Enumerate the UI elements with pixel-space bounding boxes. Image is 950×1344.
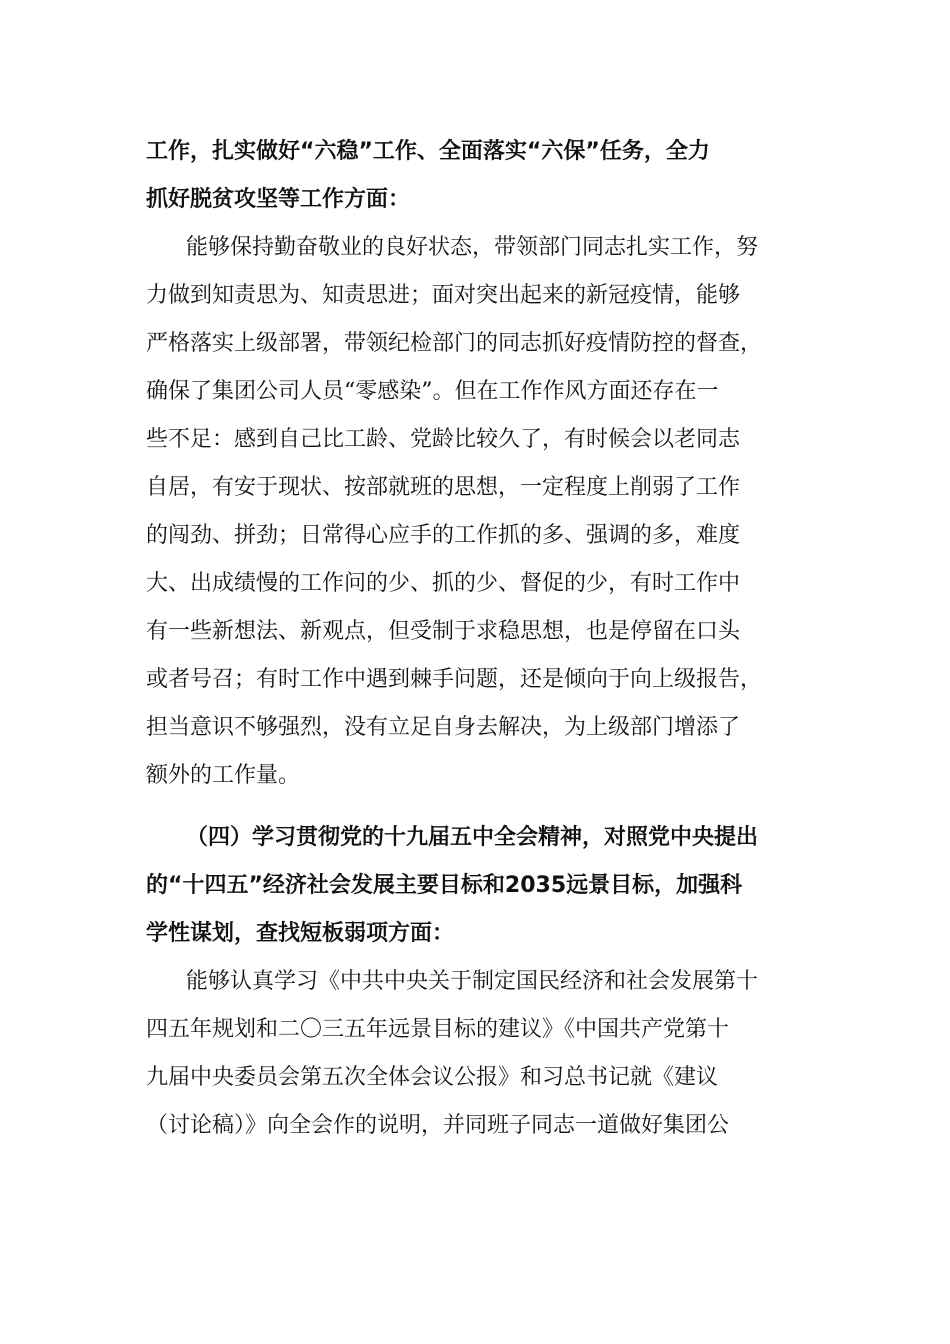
section-three-body <box>146 224 826 800</box>
body-line: 四五年规划和二〇三五年远景目标的建议》《中国共产党第十 <box>146 1017 730 1042</box>
body-line: 有一些新想法、新观点，但受制于求稳思想，也是停留在口头 <box>146 619 741 644</box>
body-line: 九届中央委员会第五次全体会议公报》和习总书记就《建议 <box>146 1065 719 1090</box>
body-line: 能够保持勤奋敬业的良好状态，带领部门同志扎实工作，努 <box>186 235 759 260</box>
body-line: 额外的工作量。 <box>146 763 301 788</box>
body-line: 大、出成绩慢的工作问的少、抓的少、督促的少，有时工作中 <box>146 571 741 596</box>
heading-line: 的“十四五”经济社会发展主要目标和2035远景目标，加强科 <box>146 873 743 898</box>
body-line: 的闯劲、拼劲；日常得心应手的工作抓的多、强调的多，难度 <box>146 523 741 548</box>
body-line: 能够认真学习《中共中央关于制定国民经济和社会发展第十 <box>186 969 759 994</box>
heading-line: 学性谋划，查找短板弱项方面： <box>146 921 455 946</box>
body-line: （讨论稿）》向全会作的说明，并同班子同志一道做好集团公 <box>146 1113 730 1138</box>
paragraph-gap <box>146 800 826 814</box>
heading-line: （四）学习贯彻党的十九届五中全会精神，对照党中央提出 <box>186 825 759 850</box>
heading-line: 工作，扎实做好“六稳”工作、全面落实“六保”任务，全力 <box>146 139 710 164</box>
heading-line: 抓好脱贫攻坚等工作方面： <box>146 187 411 212</box>
body-line: 或者号召；有时工作中遇到棘手问题，还是倾向于向上级报告， <box>146 667 763 692</box>
section-four-heading <box>146 814 826 958</box>
body-line: 自居，有安于现状、按部就班的思想，一定程度上削弱了工作 <box>146 475 741 500</box>
section-four-body <box>146 958 826 1150</box>
body-line: 担当意识不够强烈，没有立足自身去解决，为上级部门增添了 <box>146 715 741 740</box>
body-line: 确保了集团公司人员“零感染”。但在工作作风方面还存在一 <box>146 379 719 404</box>
document-page <box>146 128 826 1150</box>
body-line: 些不足：感到自己比工龄、党龄比较久了，有时候会以老同志 <box>146 427 741 452</box>
body-line: 严格落实上级部署，带领纪检部门的同志抓好疫情防控的督查， <box>146 331 763 356</box>
body-line: 力做到知责思为、知责思进；面对突出起来的新冠疫情，能够 <box>146 283 741 308</box>
section-three-heading <box>146 128 826 224</box>
